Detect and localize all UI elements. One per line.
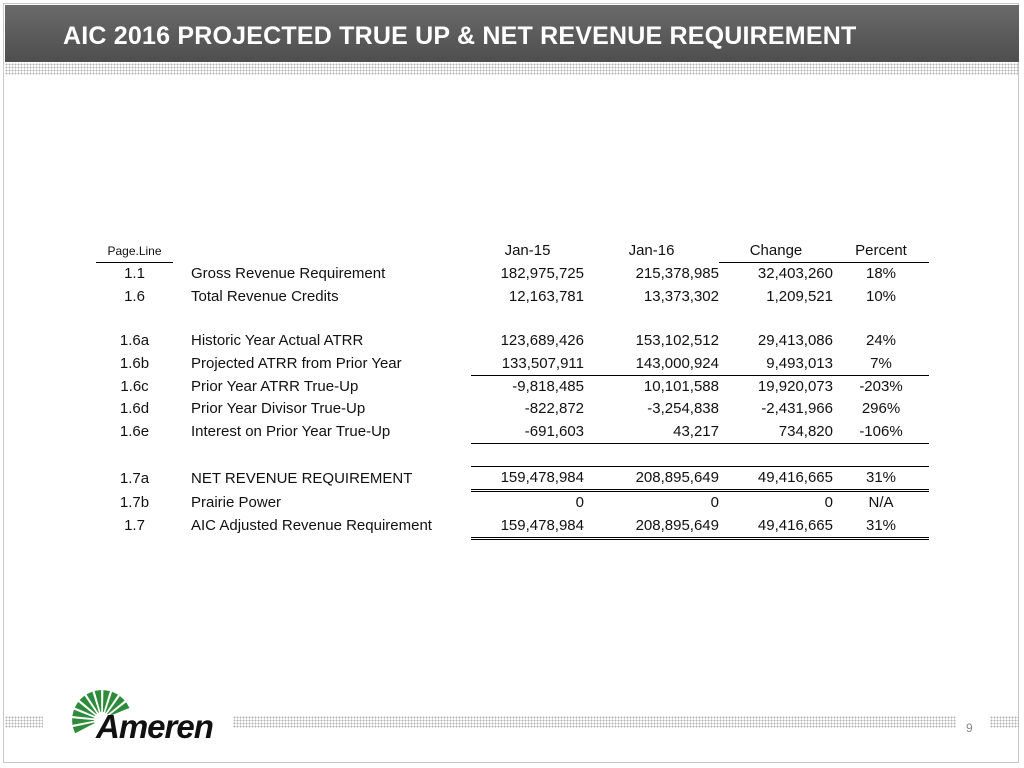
table-row <box>96 286 929 308</box>
row-desc: Gross Revenue Requirement <box>191 265 386 283</box>
spacer-row <box>96 443 929 466</box>
row-jan-16: 208,895,649 <box>584 466 719 490</box>
row-change: 32,403,260 <box>757 265 833 283</box>
row-jan-15: 133,507,911 <box>471 352 584 375</box>
row-page: 1.6b <box>119 354 150 372</box>
dotted-divider-top <box>5 63 1019 75</box>
row-page: 1.6 <box>124 287 145 305</box>
row-percent: 18% <box>865 265 897 283</box>
table-row <box>96 330 929 352</box>
row-change: 49,416,665 <box>719 515 833 539</box>
dotted-divider-bottom <box>233 716 956 728</box>
row-change: 29,413,086 <box>757 332 833 350</box>
row-change: 1,209,521 <box>766 287 833 305</box>
row-percent: -203% <box>859 377 903 395</box>
row-jan-15: 159,478,984 <box>471 466 584 490</box>
table-row <box>96 398 929 420</box>
row-page: 1.7a <box>119 469 150 487</box>
row-desc: NET REVENUE REQUIREMENT <box>191 469 413 487</box>
row-jan-16: 43,217 <box>584 420 719 443</box>
row-desc: Historic Year Actual ATRR <box>191 332 364 350</box>
row-page: 1.1 <box>124 265 145 283</box>
row-desc: Interest on Prior Year True-Up <box>191 422 391 440</box>
row-jan-15: -691,603 <box>471 420 584 443</box>
header-jan-15: Jan-15 <box>504 242 551 260</box>
row-jan-16: 208,895,649 <box>584 515 719 539</box>
row-percent: N/A <box>868 494 894 512</box>
dotted-divider-bottom-right <box>990 716 1019 728</box>
row-percent: 24% <box>865 332 897 350</box>
header-jan-16: Jan-16 <box>628 242 675 260</box>
row-jan-16: 215,378,985 <box>635 265 719 283</box>
row-page: 1.6d <box>119 400 150 418</box>
row-percent: 31% <box>833 515 929 539</box>
row-desc: Total Revenue Credits <box>191 287 339 305</box>
row-change: 49,416,665 <box>719 466 833 490</box>
row-percent: -106% <box>833 420 929 443</box>
row-percent: 7% <box>833 352 929 375</box>
row-change: -2,431,966 <box>761 400 833 418</box>
row-jan-15: -822,872 <box>524 400 584 418</box>
row-jan-15: 159,478,984 <box>471 515 584 539</box>
row-jan-16: 143,000,924 <box>584 352 719 375</box>
header-percent: Percent <box>833 240 929 263</box>
table-row <box>96 515 929 539</box>
table-row <box>96 491 929 515</box>
row-jan-15: 12,163,781 <box>508 287 584 305</box>
row-desc: AIC Adjusted Revenue Requirement <box>191 517 432 535</box>
table-row <box>96 375 929 398</box>
row-jan-15: 123,689,426 <box>500 332 584 350</box>
row-page: 1.6a <box>119 332 150 350</box>
header-change: Change <box>719 240 833 263</box>
row-jan-15: 182,975,725 <box>500 265 584 283</box>
row-desc: Projected ATRR from Prior Year <box>191 354 402 372</box>
row-page: 1.7b <box>119 493 150 511</box>
table-header-row <box>96 240 929 263</box>
row-percent: 31% <box>833 466 929 490</box>
row-change: 19,920,073 <box>757 377 833 395</box>
row-change: 9,493,013 <box>719 352 833 375</box>
page-number: 9 <box>966 721 973 735</box>
ameren-logo-text: Ameren <box>96 708 213 745</box>
row-page: 1.6c <box>120 377 149 395</box>
row-change: 0 <box>824 494 833 512</box>
header-page-line: Page.Line <box>96 240 173 263</box>
row-page: 1.6e <box>119 422 150 440</box>
row-desc: Prairie Power <box>191 493 282 511</box>
row-jan-15: -9,818,485 <box>512 377 584 395</box>
table-row <box>96 466 929 490</box>
row-jan-16: 153,102,512 <box>635 332 719 350</box>
dotted-divider-bottom-left <box>5 716 43 728</box>
row-jan-16: 0 <box>710 494 719 512</box>
row-jan-16: -3,254,838 <box>647 400 719 418</box>
row-jan-16: 10,101,588 <box>643 377 719 395</box>
row-desc: Prior Year Divisor True-Up <box>191 400 366 418</box>
table-row <box>96 420 929 443</box>
row-jan-15: 0 <box>575 494 584 512</box>
row-jan-16: 13,373,302 <box>643 287 719 305</box>
slide-title: AIC 2016 PROJECTED TRUE UP & NET REVENUE REQUIREMENT <box>63 22 857 50</box>
revenue-table <box>96 240 929 540</box>
row-percent: 296% <box>861 400 901 418</box>
spacer-row <box>96 308 929 330</box>
row-desc: Prior Year ATRR True-Up <box>191 377 359 395</box>
table-row <box>96 352 929 375</box>
row-percent: 10% <box>865 287 897 305</box>
title-bar <box>5 5 1019 62</box>
row-page: 1.7 <box>124 517 145 535</box>
row-change: 734,820 <box>719 420 833 443</box>
table-row <box>96 263 929 286</box>
